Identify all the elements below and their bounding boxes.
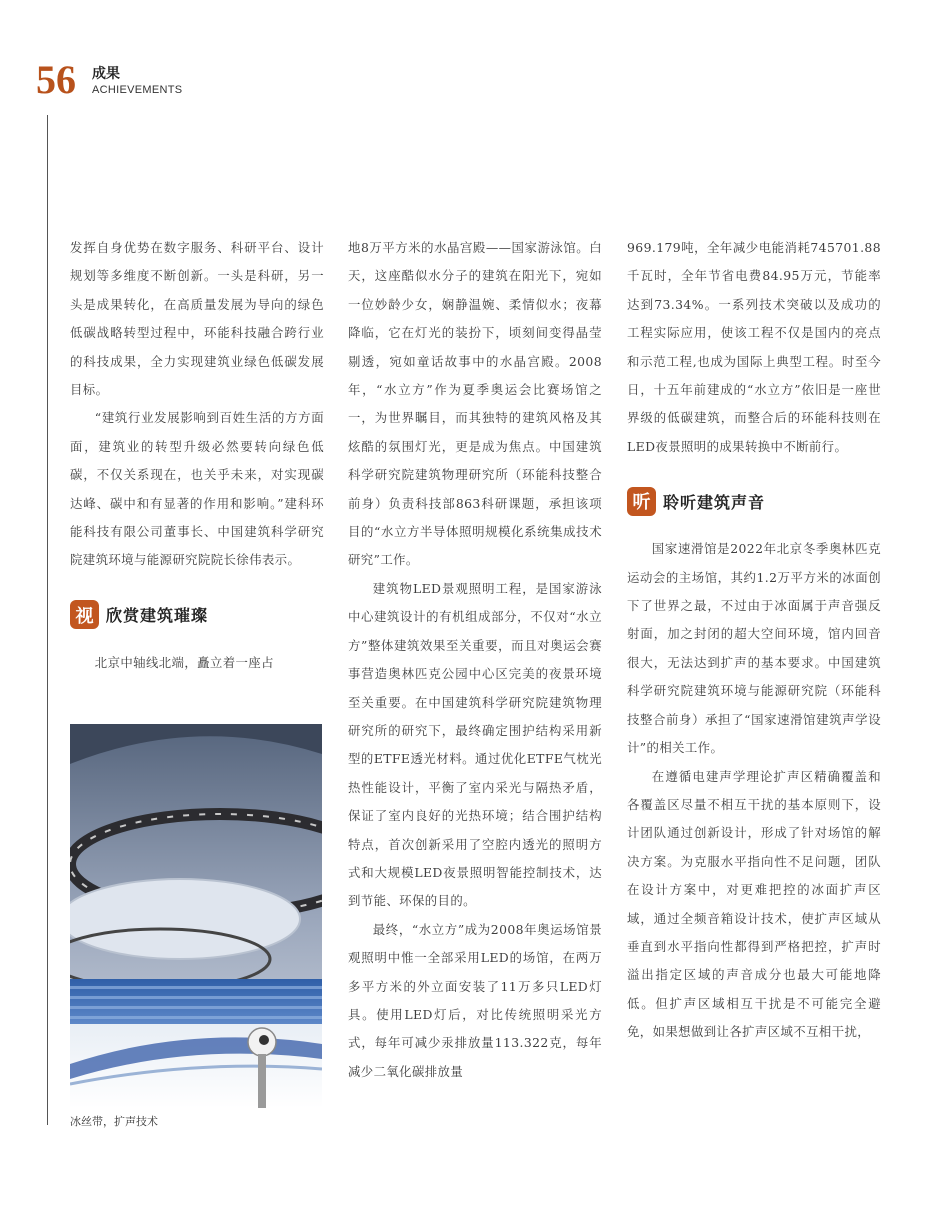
- paragraph: 北京中轴线北端，矗立着一座占: [94, 654, 274, 670]
- column-3: [627, 234, 881, 1047]
- column-2: [348, 234, 602, 1086]
- photo-caption: 冰丝带，扩声技术: [70, 1115, 158, 1128]
- paragraph: 建筑物LED景观照明工程，是国家游泳中心建筑设计的有机组成部分，不仅对“水立方”整体建筑效果至关重要，而且对奥运会赛事营造奥林匹克公园中心区完美的夜景环境至关重要。在中国建筑科学研究院建筑物理研究所的研究下，最终确定围护结构采用新型的ETFE透光材料。通过优化ETFE气枕光热性能设计，平衡了室内采光与隔热矛盾，保证了室内良好的光热环境；结合围护结构特点，首次创新采用了空腔内透光的照明方式和大规模LED夜景照明智能控制技术，达到节能、环保的目的。: [348, 580, 602, 909]
- paragraph: “建筑行业发展影响到百姓生活的方方面面，建筑业的转型升级必然要转向绿色低碳，不仅关系现在，也关乎未来，对实现碳达峰、碳中和有显著的作用和影响。”建科环能科技有限公司董事长、中国建筑科学研究院建筑环境与能源研究院院长徐伟表示。: [70, 410, 324, 568]
- paragraph: 在遵循电建声学理论扩声区精确覆盖和各覆盖区尽量不相互干扰的基本原则下，设计团队通过创新设计，形成了针对场馆的解决方案。为克服水平指向性不足问题，团队在设计方案中，对更难把控的冰面扩声区域，通过全频音箱设计技术，使扩声区域从垂直到水平指向性都得到严格把控，扩声时溢出指定区域的声音成分也最大可能地降低。但扩声区域相互干扰是不可能完全避免，如果想做到让各扩声区域不互相干扰，: [627, 768, 881, 1040]
- heading-text: 欣赏建筑璀璨: [106, 606, 209, 626]
- heading-badge: 听: [627, 487, 656, 516]
- paragraph: 最终，“水立方”成为2008年奥运场馆景观照明中惟一全部采用LED的场馆，在两万多平方米的外立面安装了11万多只LED灯具。使用LED灯后，对比传统照明采光方式，每年可减少汞排放量113.322克，每年减少二氧化碳排放量: [348, 921, 602, 1079]
- section-heading-view: [70, 595, 324, 635]
- heading-text: 聆听建筑声音: [663, 492, 766, 512]
- paragraph: 地8万平方米的水晶宫殿——国家游泳馆。白天，这座酷似水分子的建筑在阳光下，宛如一位妙龄少女，娴静温婉、柔情似水；夜幕降临，它在灯光的装扮下，顷刻间变得晶莹剔透，宛如童话故事中的水晶宫殿。2008年，“水立方”作为夏季奥运会比赛场馆之一，为世界瞩目，而其独特的建筑风格及其炫酷的氛围灯光，更是成为焦点。中国建筑科学研究院建筑物理研究所（环能科技整合前身）负责科技部863科研课题，承担该项目的“水立方半导体照明规模化系统集成技术研究”工作。: [348, 240, 602, 568]
- column-1: [70, 234, 324, 677]
- section-title-en: ACHIEVEMENTS: [92, 84, 183, 96]
- paragraph: 发挥自身优势在数字服务、科研平台、设计规划等多维度不断创新。一头是科研，另一头是成果转化，在高质量发展为导向的绿色低碳战略转型过程中，环能科技融合跨行业的科技成果，全力实现建筑业绿色低碳发展目标。: [70, 240, 324, 398]
- paragraph: 国家速滑馆是2022年北京冬季奥林匹克运动会的主场馆，其约1.2万平方米的冰面创下了世界之最，不过由于冰面属于声音强反射面，加之封闭的超大空间环境，馆内回音很大，无法达到扩声的基本要求。中国建筑科学研究院建筑环境与能源研究院（环能科技整合前身）承担了“国家速滑馆建筑声学设计”的相关工作。: [627, 541, 881, 756]
- heading-badge: 视: [70, 600, 99, 629]
- page-number: 56: [36, 57, 76, 102]
- section-title-cn: 成果: [92, 66, 120, 82]
- section-heading-listen: [627, 481, 881, 521]
- stadium-photo: [70, 724, 322, 1108]
- margin-rule: [47, 115, 48, 1125]
- paragraph: 969.179吨，全年减少电能消耗745701.88千瓦时，全年节省电费84.95万元，节能率达到73.34%。一系列技术突破以及成功的工程实际应用，使该工程不仅是国内的亮点和示范工程,也成为国际上典型工程。时至今日，十五年前建成的“水立方”依旧是一座世界级的低碳建筑，而整合后的环能科技则在LED夜景照明的成果转换中不断前行。: [627, 240, 881, 454]
